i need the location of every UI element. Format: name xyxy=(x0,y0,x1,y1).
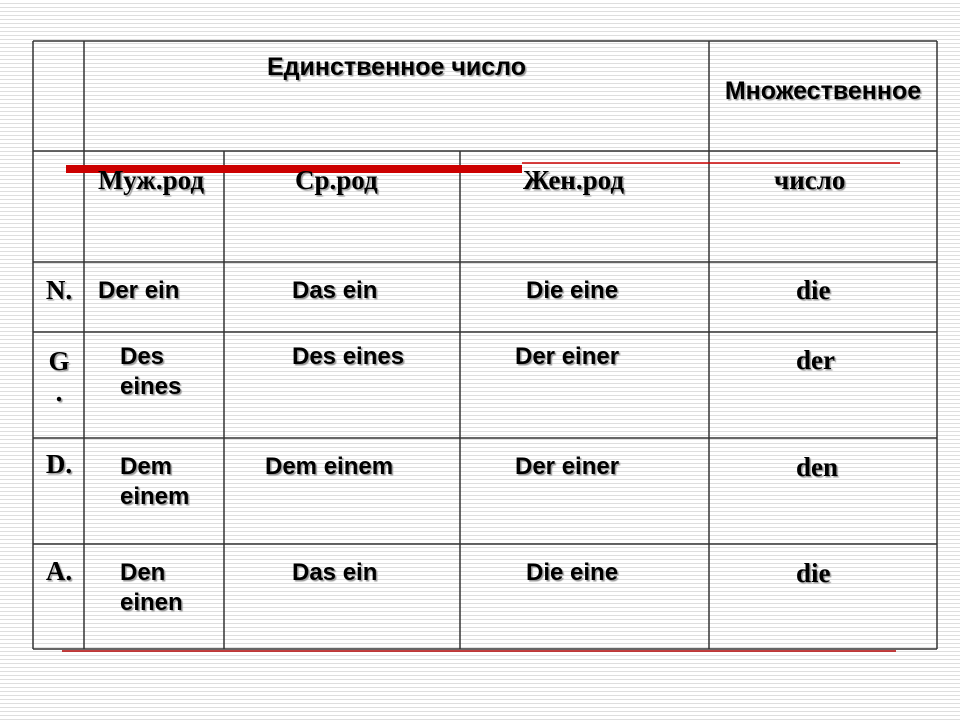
cell-fem: Der einer xyxy=(515,453,620,480)
cell-fem: Die eine xyxy=(526,277,619,304)
cell-plural: die xyxy=(796,275,831,305)
cell-fem: Die eine xyxy=(526,559,619,586)
header-singular: Единственное число xyxy=(266,53,527,81)
case-label: N. xyxy=(45,275,73,305)
cell-neut: Dem einem xyxy=(265,453,394,480)
case-label: G. xyxy=(48,346,70,407)
cell-plural: der xyxy=(796,345,835,375)
subheader-feminine: Жен.род xyxy=(523,165,625,195)
cell-neut: Des eines xyxy=(292,343,405,370)
subheader-neuter: Ср.род xyxy=(295,165,378,195)
cell-masc: Den einen xyxy=(120,559,183,616)
cell-masc: Dem einem xyxy=(120,453,190,510)
cell-fem: Der einer xyxy=(515,343,620,370)
cell-neut: Das ein xyxy=(292,559,378,586)
cell-masc: Des eines xyxy=(120,343,182,400)
subheader-masculine: Муж.род xyxy=(98,165,204,195)
cell-plural: die xyxy=(796,558,831,588)
cell-neut: Das ein xyxy=(292,277,378,304)
header-plural: Множественное xyxy=(724,77,922,105)
cell-plural: den xyxy=(796,452,839,482)
subheader-number: число xyxy=(774,165,846,195)
cell-masc: Der ein xyxy=(98,277,180,304)
case-label: D. xyxy=(45,449,73,479)
case-label: A. xyxy=(45,556,73,586)
